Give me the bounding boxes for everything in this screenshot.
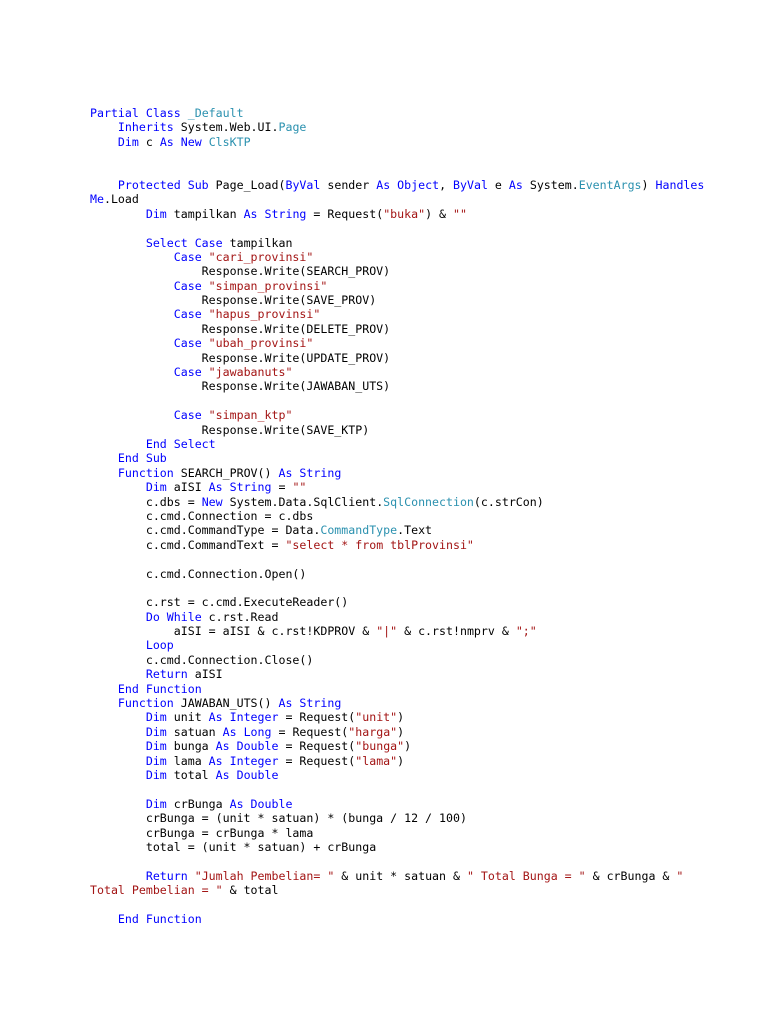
code-line [90,854,750,868]
code-token: Total Pembelian = " [90,883,223,898]
code-line [90,567,750,581]
code-token: Response.Write(SAVE_PROV) [90,293,377,308]
code-token: Partial Class [90,106,188,120]
code-line [90,538,750,552]
code-token: "jawabanuts" [208,365,293,380]
code-token: Case [173,365,209,380]
code-token: aISI = aISI & c.rst!KDPROV & [90,624,377,639]
code-line [90,610,750,624]
code-line [90,207,750,221]
code-token: "bunga" [355,739,405,754]
code-token: = Request( [285,710,356,725]
code-token: Handles [655,177,705,192]
code-token: crBunga = crBunga * lama [90,825,314,840]
code-line [90,466,750,480]
code-token: As String [208,480,279,495]
code-token: crBunga [173,796,230,811]
code-line [90,897,750,911]
code-line [90,739,750,753]
code-token: Dim [117,134,146,149]
code-token [90,768,146,782]
code-line [90,322,750,336]
code-token [90,610,146,624]
code-token: "select * from tblProvinsi" [285,537,474,552]
code-token: End Function [117,911,202,926]
code-token: As Double [215,739,286,754]
code-line [90,595,750,609]
code-token [90,638,146,652]
code-line [90,451,750,465]
code-line [90,336,750,350]
code-token: .Load [103,192,139,207]
code-token: .Text [397,523,433,538]
code-token: lama [173,753,209,768]
code-token: Dim [145,796,174,811]
code-line [90,883,750,897]
code-token: c.cmd.CommandText = [90,537,286,552]
code-token [90,667,146,681]
code-token: " Total Bunga = " [466,868,586,883]
code-token: e [494,177,509,192]
code-token [90,236,146,250]
code-token [90,250,174,264]
code-token: "" [453,206,467,221]
code-token: Response.Write(SAVE_KTP) [90,422,370,437]
code-line [90,379,750,393]
code-token: As Object [376,177,440,192]
code-line [90,264,750,278]
code-token: (c.strCon) [473,494,544,509]
code-line [90,638,750,652]
code-token: "unit" [355,710,398,725]
code-token: Page_Load( [215,177,286,192]
code-token: & crBunga & [585,868,677,883]
code-line [90,250,750,264]
code-token [90,682,118,696]
code-token [90,365,174,379]
code-token: As [508,177,530,192]
code-line [90,696,750,710]
code-line [90,423,750,437]
code-token [90,178,118,192]
code-token [90,408,174,422]
code-token: total = (unit * satuan) + crBunga [90,839,377,854]
code-token: System.Web.UI. [180,120,279,135]
code-token: Dim [145,753,174,768]
code-token [90,797,146,811]
code-token [90,480,146,494]
code-line [90,149,750,163]
code-token: sender [327,177,377,192]
code-token: Dim [145,739,174,754]
code-token [90,754,146,768]
code-token: Response.Write(SEARCH_PROV) [90,264,391,279]
code-token: c.dbs = [90,494,202,509]
code-line [90,581,750,595]
code-token: tampilkan [173,206,244,221]
code-token: End Sub [117,451,167,466]
code-token: ClsKTP [208,134,251,149]
code-line [90,164,750,178]
code-token: ) [397,753,405,768]
code-line [90,725,750,739]
code-token: Protected Sub [117,177,216,192]
code-token: ) & [425,206,454,221]
code-token: Inherits [117,120,181,135]
code-token: & total [222,883,279,898]
code-token [90,696,118,710]
code-token: Select Case [145,235,230,250]
code-token: = Request( [285,739,356,754]
code-line [90,782,750,796]
code-token: As String [278,696,342,711]
code-token: Dim [145,767,174,782]
code-token: As Double [215,767,279,782]
code-line [90,135,750,149]
code-line [90,106,750,120]
code-token: c [145,134,160,149]
code-token: "buka" [383,206,426,221]
code-token: ) [404,739,412,754]
code-line [90,840,750,854]
code-token: SqlConnection [383,494,474,509]
code-line [90,710,750,724]
code-token: Dim [145,206,174,221]
code-token: Response.Write(UPDATE_PROV) [90,350,391,365]
code-token: Case [173,408,209,423]
code-line [90,236,750,250]
code-token: c.cmd.Connection = c.dbs [90,508,314,523]
code-line [90,437,750,451]
code-token: Dim [145,710,174,725]
code-token: Page [278,120,307,135]
code-token: System.Data.SqlClient. [229,494,384,509]
code-token [90,869,146,883]
code-token: , [439,177,454,192]
code-token [90,120,118,134]
code-token: = Request( [278,724,349,739]
code-token: Function [117,465,181,480]
code-token: "cari_provinsi" [208,249,314,264]
code-token: Case [173,307,209,322]
code-token: "harga" [348,724,398,739]
code-token: As New [159,134,209,149]
code-line [90,768,750,782]
code-token: " [676,868,684,883]
code-token: As String [278,465,342,480]
code-line [90,408,750,422]
code-token: c.cmd.Connection.Open() [90,566,307,581]
code-token: Dim [145,724,174,739]
code-line [90,480,750,494]
code-line [90,120,750,134]
code-line [90,509,750,523]
code-token: c.rst = c.cmd.ExecuteReader() [90,595,349,610]
code-token: & unit * satuan & [334,868,467,883]
code-token: End Select [145,436,216,451]
code-token [90,912,118,926]
code-token: Case [173,249,209,264]
code-token: As Long [222,724,279,739]
code-token: Return [145,868,195,883]
code-token: c.cmd.Connection.Close() [90,652,314,667]
code-line [90,754,750,768]
code-token: bunga [173,739,216,754]
code-token [90,279,174,293]
code-line [90,293,750,307]
code-line [90,826,750,840]
code-token [90,466,118,480]
code-line [90,624,750,638]
code-token: System. [529,177,579,192]
code-line [90,178,750,192]
code-token: "" [292,480,307,495]
code-line [90,667,750,681]
code-listing [90,106,750,926]
code-token: Case [173,336,209,351]
code-line [90,394,750,408]
code-line [90,351,750,365]
code-token: Case [173,278,209,293]
code-token [90,336,174,350]
code-token: ) [641,177,656,192]
code-token: unit [173,710,209,725]
code-line [90,811,750,825]
code-token: Return [145,667,195,682]
code-token [90,451,118,465]
code-token: Loop [145,638,174,653]
code-token: SEARCH_PROV() [180,465,279,480]
code-line [90,869,750,883]
code-token [90,739,146,753]
code-token: aISI [194,667,223,682]
code-token: Function [117,696,181,711]
code-token: As String [243,206,314,221]
code-token: "simpan_provinsi" [208,278,328,293]
code-line [90,682,750,696]
code-token: "Jumlah Pembelian= " [194,868,335,883]
code-token: "|" [376,624,398,639]
code-token: As Double [229,796,293,811]
code-token: _Default [187,106,244,120]
code-token: Response.Write(JAWABAN_UTS) [90,379,391,394]
code-token [90,710,146,724]
code-token: c.rst.Read [208,609,279,624]
code-token: ByVal [285,177,328,192]
code-line [90,279,750,293]
code-token: "simpan_ktp" [208,408,293,423]
code-token: total [173,767,216,782]
code-token: EventArgs [578,177,642,192]
code-token [90,437,146,451]
code-token: = Request( [313,206,384,221]
code-token: tampilkan [229,235,293,250]
code-token: ByVal [453,177,495,192]
code-token: c.cmd.CommandType = Data. [90,523,321,538]
code-token: Response.Write(DELETE_PROV) [90,321,391,336]
code-token: As Integer [208,753,286,768]
code-token: "hapus_provinsi" [208,307,321,322]
code-token: Dim [145,480,174,495]
code-line [90,912,750,926]
code-token: New [201,494,230,509]
code-line [90,653,750,667]
code-line [90,365,750,379]
code-token: ) [397,710,405,725]
code-line [90,523,750,537]
code-token [90,307,174,321]
code-token [90,135,118,149]
code-token: "lama" [355,753,398,768]
code-token: & c.rst!nmprv & [397,624,516,639]
code-token: As Integer [208,710,286,725]
code-token: = [278,480,293,495]
code-line [90,797,750,811]
code-line [90,495,750,509]
code-line [90,192,750,206]
code-token: ";" [515,624,537,639]
code-token [90,207,146,221]
code-token: aISI [173,480,209,495]
code-token: ) [397,724,405,739]
code-line [90,221,750,235]
code-token: = Request( [285,753,356,768]
code-token: "ubah_provinsi" [208,336,314,351]
code-line [90,307,750,321]
code-token [90,725,146,739]
code-token: crBunga = (unit * satuan) * (bunga / 12 / 100) [90,811,467,826]
code-token: JAWABAN_UTS() [180,696,279,711]
code-token: satuan [173,724,223,739]
code-token: Me [90,192,104,207]
code-token: Do While [145,609,209,624]
code-token: End Function [117,681,202,696]
code-line [90,552,750,566]
code-token: CommandType [320,523,398,538]
